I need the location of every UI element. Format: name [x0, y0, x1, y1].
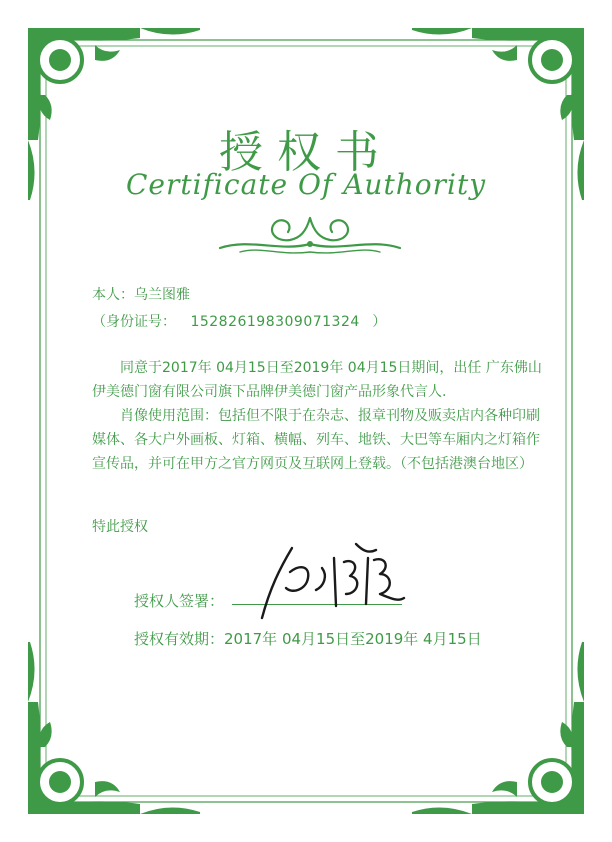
authorization-paragraph: 同意于2017年 04月15日至2019年 04月15日期间，出任 广东佛山伊美德门窗有限公司旗下品牌伊美德门窗产品形象代言人.: [92, 360, 542, 400]
person-label: 本人：: [92, 287, 134, 303]
authorization-statement: [92, 356, 552, 476]
id-close: ）: [372, 314, 387, 330]
handwritten-signature: [250, 528, 420, 632]
validity-period: 授权有效期：2017年 04月15日至2019年 4月15日: [134, 630, 482, 648]
corner-ornament-bottom-left: [28, 642, 200, 814]
signature-label: 授权人签署：: [134, 592, 225, 610]
special-authorization: 特此授权: [92, 519, 148, 535]
id-label: （身份证号：: [92, 314, 176, 330]
title-flourish-ornament: [210, 208, 410, 260]
corner-ornament-bottom-right: [412, 642, 584, 814]
id-line: [92, 311, 386, 331]
id-number: 152826198309071324: [190, 314, 360, 330]
title-english: Certificate Of Authority: [125, 168, 487, 201]
title-chinese: 授权书: [219, 127, 393, 178]
usage-scope-paragraph: 肖像使用范围：包括但不限于在杂志、报章刊物及贩卖店内各种印刷媒体、各大户外画板、灯箱、横幅、列车、地铁、大巴等车厢内之灯箱作宣传品，并可在甲方之官方网页及互联网上登载。（不包括港澳台地区）: [92, 408, 540, 472]
person-name: 乌兰图雅: [134, 287, 190, 303]
person-line: [92, 284, 190, 304]
